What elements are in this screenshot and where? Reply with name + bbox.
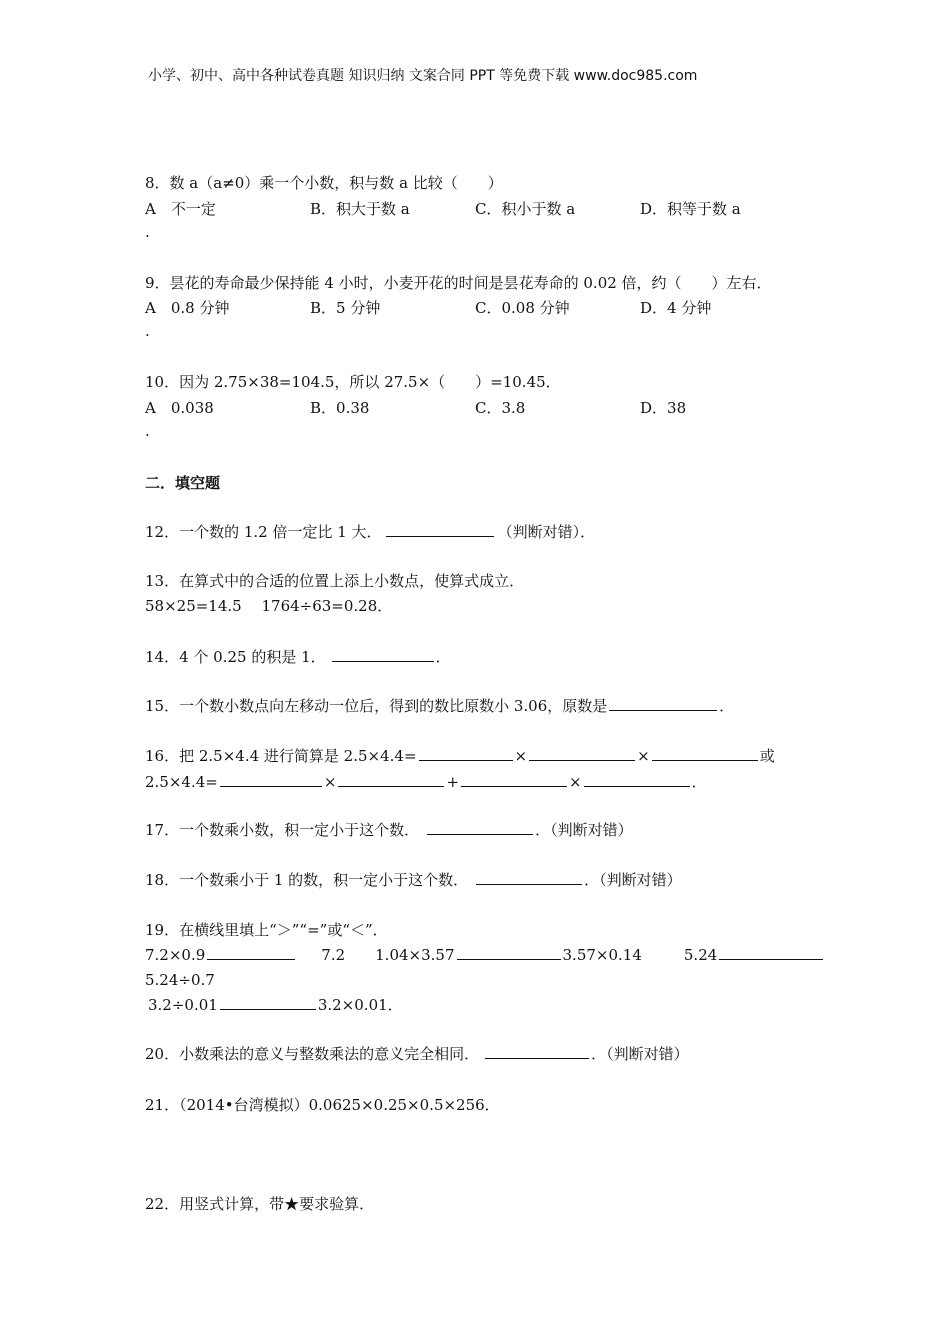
q13-line1: 13．在算式中的合适的位置上添上小数点，使算式成立． — [145, 572, 525, 590]
q20-answer-blank[interactable] — [485, 1045, 589, 1059]
q16-line1-start: 16．把 2.5×4.4 进行简算是 2.5×4.4= — [145, 747, 417, 765]
q15-line — [145, 697, 734, 715]
q16-or: 或 — [759, 747, 775, 765]
q9-option-a: A 0.8 分钟 — [145, 299, 230, 317]
q16-plus: + — [446, 773, 460, 791]
q19-expr-1: 7.2×0.9 — [145, 946, 206, 964]
q16-line2-start: 2.5×4.4= — [145, 773, 218, 791]
q16-blank-2[interactable] — [529, 747, 635, 761]
q10-option-c: C．3.8 — [475, 399, 526, 417]
q17-text: 17．一个数乘小数，积一定小于这个数． — [145, 821, 420, 839]
q16-times-4: × — [569, 773, 582, 791]
q10-option-a: A 0.038 — [145, 399, 214, 417]
q13-line2: 58×25=14.5 1764÷63=0.28． — [145, 597, 393, 615]
q8-trailing-dot: . — [145, 223, 150, 241]
q16-blank-4[interactable] — [220, 773, 322, 787]
q15-tail: ． — [719, 697, 735, 715]
q9-option-b: B．5 分钟 — [310, 299, 381, 317]
q16-blank-6[interactable] — [461, 773, 567, 787]
q19-blank-2[interactable] — [457, 946, 561, 960]
q8-stem: 8．数 a（a≠0）乘一个小数，积与数 a 比较（ ） — [145, 174, 503, 192]
q18-tail: ．（判断对错） — [584, 871, 682, 889]
q14-answer-blank[interactable] — [332, 648, 434, 662]
q15-answer-blank[interactable] — [609, 697, 717, 711]
q10-option-b: B．0.38 — [310, 399, 370, 417]
q14-line — [145, 648, 451, 666]
q16-times-2: × — [637, 747, 650, 765]
q19-blank-3[interactable] — [719, 946, 823, 960]
q10-trailing-dot: . — [145, 422, 150, 440]
q20-tail: ．（判断对错） — [591, 1045, 689, 1063]
q16-times-1: × — [514, 747, 528, 765]
q22-text: 22．用竖式计算，带★要求验算． — [145, 1195, 375, 1213]
q18-answer-blank[interactable] — [476, 871, 582, 885]
q16-tail: ． — [691, 773, 707, 791]
q16-blank-3[interactable] — [652, 747, 758, 761]
q19-expr-2: 7.2 — [321, 946, 346, 964]
q17-answer-blank[interactable] — [427, 821, 533, 835]
q20-text: 20．小数乘法的意义与整数乘法的意义完全相同． — [145, 1045, 480, 1063]
q12-tail: （判断对错）． — [497, 523, 596, 541]
q19-line3: 5.24÷0.7 — [145, 971, 215, 989]
q17-line — [145, 821, 633, 839]
page-header: 小学、初中、高中各种试卷真题 知识归纳 文案合同 PPT 等免费下载 www.doc985.com — [148, 68, 698, 84]
q18-text: 18．一个数乘小于 1 的数，积一定小于这个数． — [145, 871, 469, 889]
q16-blank-1[interactable] — [419, 747, 513, 761]
q12-line — [145, 523, 595, 541]
q14-text: 14．4 个 0.25 的积是 1． — [145, 648, 326, 666]
q19-expr-5: 5.24 — [683, 946, 718, 964]
q16-line1 — [145, 747, 775, 765]
q15-text: 15．一个数小数点向左移动一位后，得到的数比原数小 3.06，原数是 — [145, 697, 608, 715]
q12-text: 12．一个数的 1.2 倍一定比 1 大． — [145, 523, 382, 541]
q9-option-c: C．0.08 分钟 — [475, 299, 570, 317]
section-title-fill-in: 二．填空题 — [145, 474, 221, 492]
q19-blank-1[interactable] — [207, 946, 295, 960]
q19-expr-4: 3.57×0.14 — [562, 946, 642, 964]
q8-option-c: C．积小于数 a — [475, 200, 576, 218]
q10-stem: 10．因为 2.75×38=104.5，所以 27.5×（ ）=10.45． — [145, 373, 561, 391]
q8-option-b: B．积大于数 a — [310, 200, 410, 218]
q20-line — [145, 1045, 689, 1063]
q9-stem: 9．昙花的寿命最少保持能 4 小时，小麦开花的时间是昙花寿命的 0.02 倍，约（ ）左右． — [145, 274, 772, 292]
q17-tail: ．（判断对错） — [535, 821, 633, 839]
q19-expr-6: 3.2÷0.01 — [148, 996, 218, 1014]
q12-answer-blank[interactable] — [386, 523, 494, 537]
q19-line4 — [148, 996, 403, 1014]
q8-option-a: A 不一定 — [145, 200, 216, 218]
q16-line2 — [145, 773, 707, 791]
q19-line2 — [145, 946, 825, 964]
q19-blank-4[interactable] — [220, 996, 316, 1010]
q10-option-d: D．38 — [640, 399, 687, 417]
q9-trailing-dot: . — [145, 322, 150, 340]
q19-line1: 19．在横线里填上“＞”“=”或“＜”． — [145, 921, 388, 939]
q16-times-3: × — [323, 773, 337, 791]
q18-line — [145, 871, 682, 889]
q9-option-d: D．4 分钟 — [640, 299, 712, 317]
q16-blank-5[interactable] — [338, 773, 444, 787]
q19-expr-3: 1.04×3.57 — [375, 946, 455, 964]
q8-option-d: D．积等于数 a — [640, 200, 741, 218]
q14-tail: ． — [435, 648, 451, 666]
q16-blank-7[interactable] — [584, 773, 690, 787]
q21-text: 21．（2014•台湾模拟）0.0625×0.25×0.5×256． — [145, 1096, 500, 1114]
q19-expr-7: 3.2×0.01． — [317, 996, 403, 1014]
